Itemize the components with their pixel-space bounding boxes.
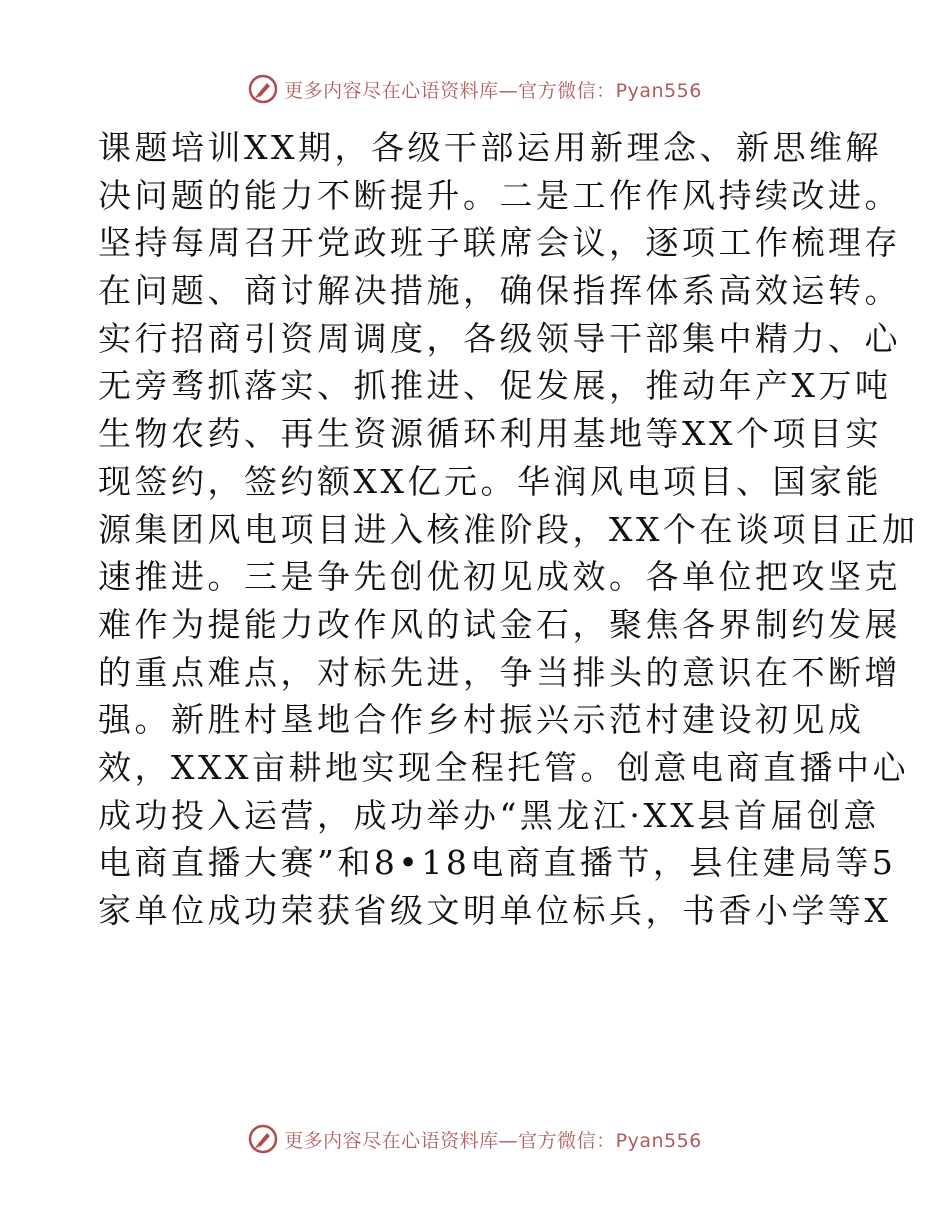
text-line: 在问题、商讨解决措施，确保指挥体系高效运转。 bbox=[98, 271, 901, 311]
footer-watermark bbox=[0, 1124, 950, 1154]
text-line: 效，XXX亩耕地实现全程托管。创意电商直播中心 bbox=[98, 747, 909, 787]
text-line: 无旁骛抓落实、抓推进、促发展，推动年产X万吨 bbox=[98, 366, 892, 406]
text-line: 电商直播大赛”和8•18电商直播节，县住建局等5 bbox=[98, 843, 897, 883]
document-body bbox=[98, 124, 919, 935]
text-line: 速推进。三是争先创优初见成效。各单位把攻坚克 bbox=[98, 557, 901, 597]
text-line: 强。新胜村垦地合作乡村振兴示范村建设初见成 bbox=[98, 700, 865, 740]
text-line: 坚持每周召开党政班子联席会议，逐项工作梳理存 bbox=[98, 223, 901, 263]
text-line: 成功投入运营，成功举办“黑龙江·XX县首届创意 bbox=[98, 795, 880, 835]
text-line: 生物农药、再生资源循环利用基地等XX个项目实 bbox=[98, 414, 882, 454]
fountain-pen-logo-icon bbox=[248, 1124, 278, 1154]
text-line: 决问题的能力不断提升。二是工作作风持续改进。 bbox=[98, 175, 901, 215]
text-line: 家单位成功荣获省级文明单位标兵，书香小学等X bbox=[98, 891, 892, 930]
text-line: 的重点难点，对标先进，争当排头的意识在不断增 bbox=[98, 652, 901, 692]
header-watermark bbox=[0, 74, 950, 104]
text-line: 难作为提能力改作风的试金石，聚焦各界制约发展 bbox=[98, 604, 901, 644]
watermark-text: 更多内容尽在心语资料库—官方微信：Pyan556 bbox=[284, 1129, 702, 1152]
fountain-pen-logo-icon bbox=[248, 74, 278, 104]
text-line: 现签约，签约额XX亿元。华润风电项目、国家能 bbox=[98, 461, 882, 501]
text-line: 课题培训XX期，各级干部运用新理念、新思维解 bbox=[98, 128, 882, 167]
watermark-text: 更多内容尽在心语资料库—官方微信：Pyan556 bbox=[284, 79, 702, 102]
text-line: 实行招商引资周调度，各级领导干部集中精力、心 bbox=[98, 318, 901, 358]
text-line: 源集团风电项目进入核准阶段，XX个在谈项目正加 bbox=[98, 509, 919, 549]
